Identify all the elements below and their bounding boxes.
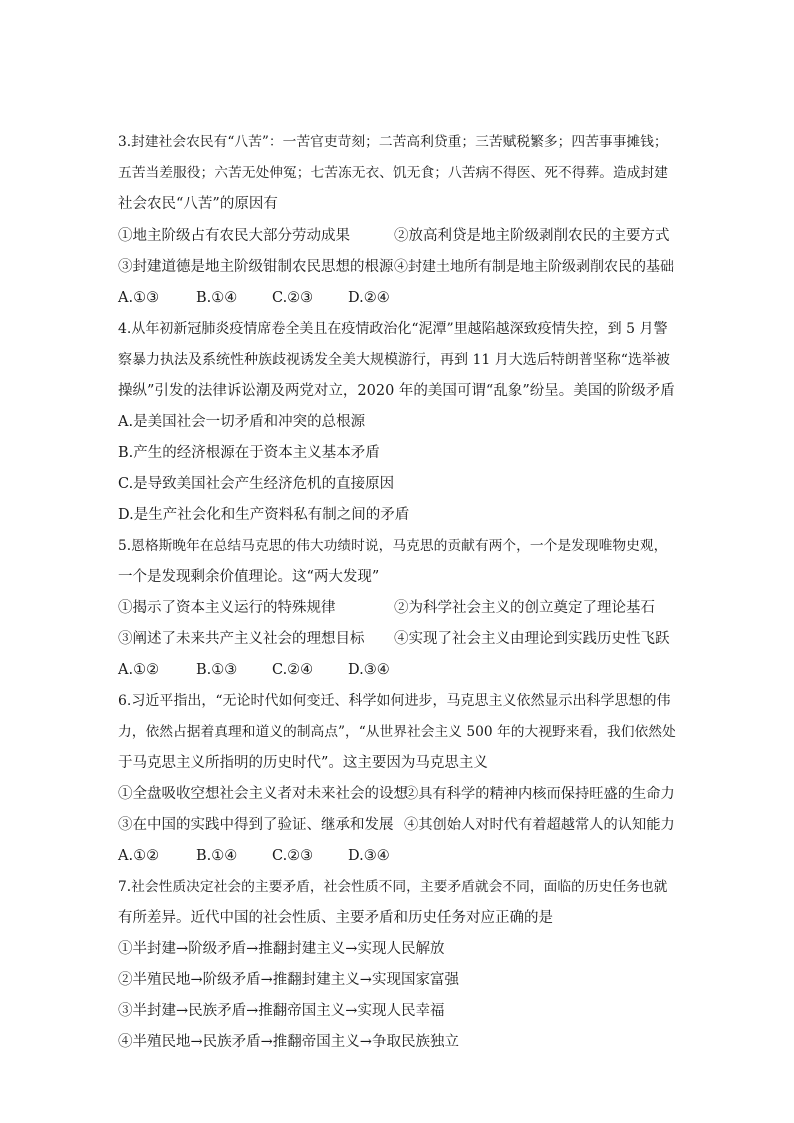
q4-choice-d: D.是生产社会化和生产资料私有制之间的矛盾	[118, 507, 410, 523]
q3-item-1: ①地主阶级占有农民大部分劳动成果	[118, 228, 350, 244]
q3-stem-line-1: 3.封建社会农民有“八苦”：一苦官吏苛刻；二苦高利贷重；三苦赋税繁多；四苦事事摊钱；	[118, 134, 668, 150]
q5-item-1: ①揭示了资本主义运行的特殊规律	[118, 600, 336, 616]
q3-choice-c: C.②③	[272, 290, 314, 306]
q3-choice-d: D.②④	[348, 290, 390, 306]
q6-item-4: ④其创始人对时代有着超越常人的认知能力	[404, 817, 675, 833]
q7-item-2: ②半殖民地→阶级矛盾→推翻封建主义→实现国家富强	[118, 972, 459, 988]
q5-item-3: ③阐述了未来共产主义社会的理想目标	[118, 631, 365, 647]
q6-choice-a: A.①②	[118, 848, 160, 864]
q3-stem-line-3: 社会农民“八苦”的原因有	[118, 196, 278, 212]
q5-item-2: ②为科学社会主义的创立奠定了理论基石	[394, 600, 655, 616]
q7-item-3: ③半封建→民族矛盾→推翻帝国主义→实现人民幸福	[118, 1003, 445, 1019]
q5-choice-a: A.①②	[118, 662, 160, 678]
q3-choice-b: B.①④	[196, 290, 238, 306]
q3-item-2: ②放高利贷是地主阶级剥削农民的主要方式	[394, 228, 670, 244]
q4-choice-c: C.是导致美国社会产生经济危机的直接原因	[118, 476, 395, 492]
q3-choice-a: A.①③	[118, 290, 160, 306]
q4-choice-a: A.是美国社会一切矛盾和冲突的总根源	[118, 414, 366, 430]
q4-stem-line-1: 4.从年初新冠肺炎疫情席卷全美且在疫情政治化“泥潭”里越陷越深致疫情失控，到 5 月警	[118, 321, 668, 337]
q6-stem-line-2: 力，依然占据着真理和道义的制高点”，“从世界社会主义 500 年的大视野来看，我们依然处	[118, 724, 676, 740]
q6-choice-d: D.③④	[348, 848, 390, 864]
q7-item-4: ④半殖民地→民族矛盾→推翻帝国主义→争取民族独立	[118, 1034, 459, 1050]
q6-stem-line-1: 6.习近平指出，“无论时代如何变迁、科学如何进步，马克思主义依然显示出科学思想的伟	[118, 693, 671, 709]
q3-item-4: ④封建土地所有制是地主阶级剥削农民的基础	[394, 259, 674, 275]
q5-choice-d: D.③④	[348, 662, 390, 678]
q5-stem-line-1: 5.恩格斯晚年在总结马克思的伟大功绩时说，马克思的贡献有两个，一个是发现唯物史观，	[118, 538, 668, 554]
q3-item-3: ③封建道德是地主阶级钳制农民思想的根源	[118, 259, 394, 275]
q6-item-1: ①全盘吸收空想社会主义者对未来社会的设想	[118, 786, 408, 802]
q4-stem-line-3: 操纵”引发的法律诉讼潮及两党对立，2020 年的美国可谓“乱象”纷呈。美国的阶级矛盾	[118, 383, 675, 399]
q5-stem-line-2: 一个是发现剩余价值理论。这“两大发现”	[118, 569, 380, 585]
q4-choice-b: B.产生的经济根源在于资本主义基本矛盾	[118, 445, 380, 461]
q5-choice-b: B.①③	[196, 662, 238, 678]
q3-stem-line-2: 五苦当差服役；六苦无处伸冤；七苦冻无衣、饥无食；八苦病不得医、死不得葬。造成封建	[118, 165, 669, 181]
q6-choice-c: C.②③	[272, 848, 314, 864]
q6-item-2: ②具有科学的精神内核而保持旺盛的生命力	[404, 786, 675, 802]
q5-choice-c: C.②④	[272, 662, 314, 678]
q6-choice-b: B.①④	[196, 848, 238, 864]
q7-item-1: ①半封建→阶级矛盾→推翻封建主义→实现人民解放	[118, 941, 445, 957]
q7-stem-line-1: 7.社会性质决定社会的主要矛盾，社会性质不同，主要矛盾就会不同，面临的历史任务也就	[118, 879, 668, 895]
q6-stem-line-3: 于马克思主义所指明的历史时代”。这主要因为马克思主义	[118, 755, 488, 771]
q6-item-3: ③在中国的实践中得到了验证、继承和发展	[118, 817, 394, 833]
q4-stem-line-2: 察暴力执法及系统性种族歧视诱发全美大规模游行，再到 11 月大选后特朗普坚称“选举被	[118, 352, 670, 368]
q5-item-4: ④实现了社会主义由理论到实践历史性飞跃	[394, 631, 670, 647]
q7-stem-line-2: 有所差异。近代中国的社会性质、主要矛盾和历史任务对应正确的是	[118, 910, 553, 926]
